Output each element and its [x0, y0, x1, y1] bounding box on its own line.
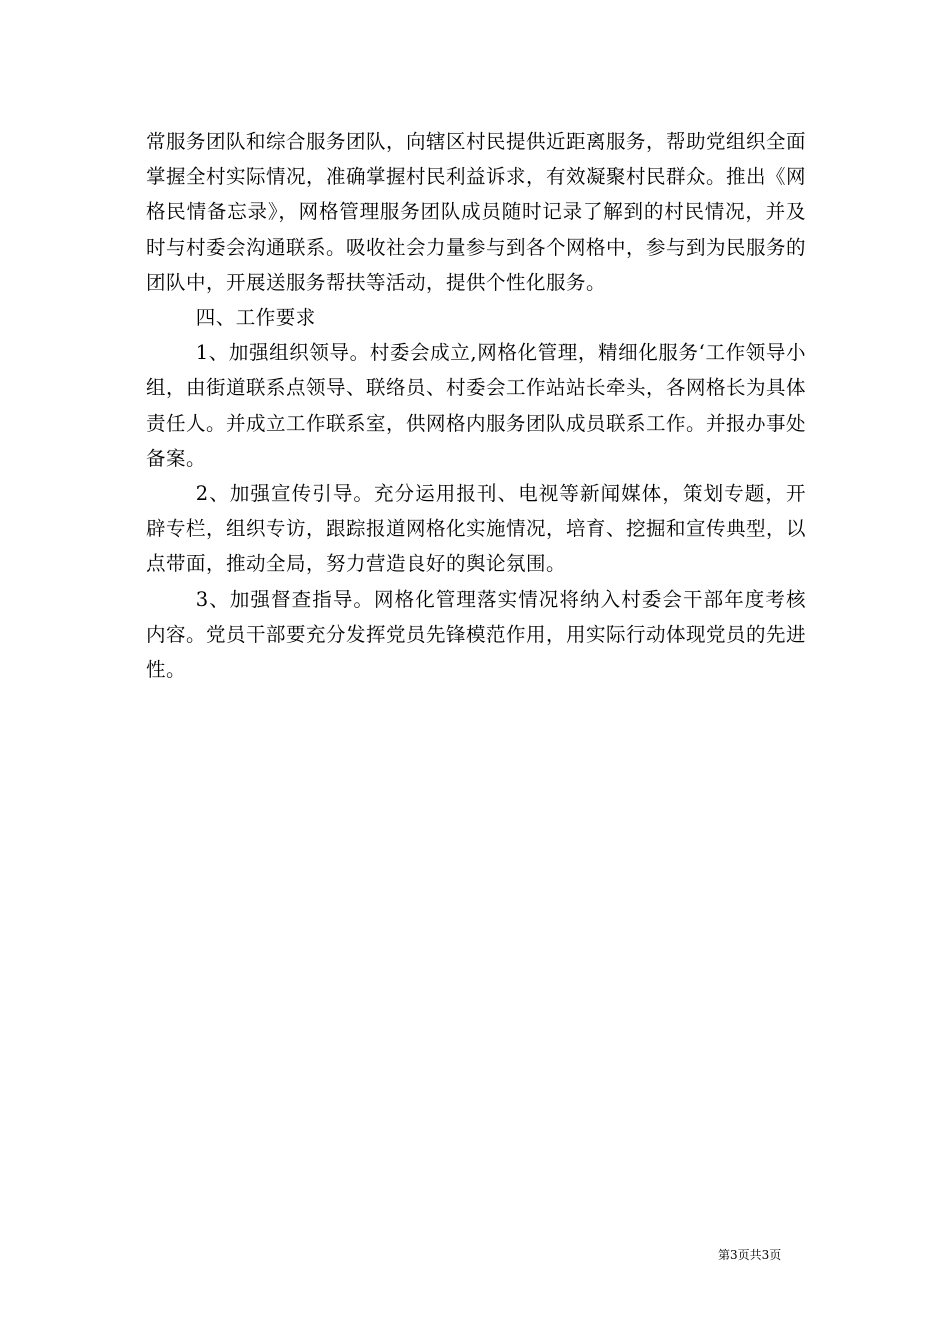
requirement-item-1: 1、加强组织领导。村委会成立,网格化管理，精细化服务‘工作领导小组，由街道联系点领导、联络员、村委会工作站站长牵头，各网格长为具体责任人。并成立工作联系室，供网格内服务团队成员联系工作。并报办事处备案。	[146, 341, 807, 470]
paragraph-continuation: 常服务团队和综合服务团队，向辖区村民提供近距离服务，帮助党组织全面掌握全村实际情况，准确掌握村民利益诉求，有效凝聚村民群众。推出《网格民情备忘录》，网格管理服务团队成员随时记录了解到的村民情况，并及时与村委会沟通联系。吸收社会力量参与到各个网格中，参与到为民服务的团队中，开展送服务帮扶等活动，提供个性化服务。	[146, 130, 807, 294]
page-number-footer: 第3页共3页	[718, 1248, 782, 1262]
document-body	[146, 124, 806, 687]
requirement-item-2: 2、加强宣传引导。充分运用报刊、电视等新闻媒体，策划专题，开辟专栏，组织专访，跟踪报道网格化实施情况，培育、挖掘和宣传典型，以点带面，推动全局，努力营造良好的舆论氛围。	[146, 482, 807, 576]
requirement-item-3: 3、加强督查指导。网格化管理落实情况将纳入村委会干部年度考核内容。党员干部要充分发挥党员先锋模范作用，用实际行动体现党员的先进性。	[146, 587, 807, 682]
section-heading: 四、工作要求	[195, 306, 316, 330]
